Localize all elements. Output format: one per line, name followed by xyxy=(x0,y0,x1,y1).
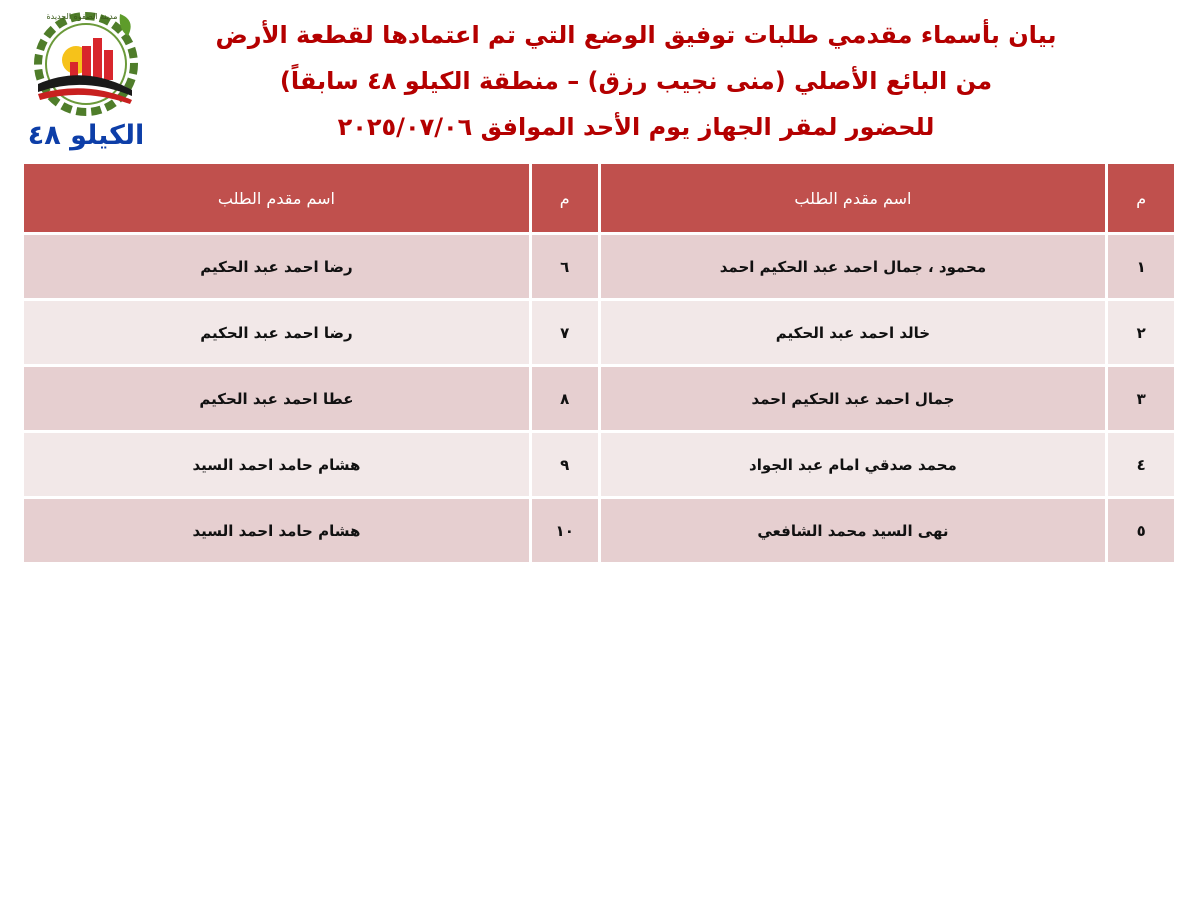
applicants-table xyxy=(21,161,1177,565)
title-line-1: بيان بأسماء مقدمي طلبات توفيق الوضع التي تم اعتمادها لقطعة الأرض xyxy=(215,21,1057,49)
table-row xyxy=(24,499,1174,562)
applicant-name: هشام حامد احمد السيد xyxy=(24,433,529,496)
header-name-1: اسم مقدم الطلب xyxy=(601,164,1106,232)
applicant-name: جمال احمد عبد الحكيم احمد xyxy=(601,367,1106,430)
city-logo xyxy=(24,6,148,152)
row-number: ٤ xyxy=(1108,433,1174,496)
row-number: ٦ xyxy=(532,235,598,298)
document-heading xyxy=(206,12,1066,150)
header-name-2: اسم مقدم الطلب xyxy=(24,164,529,232)
applicant-name: محمود ، جمال احمد عبد الحكيم احمد xyxy=(601,235,1106,298)
logo-text: الكيلو ٤٨ xyxy=(27,120,145,151)
title-line-3: للحضور لمقر الجهاز يوم الأحد الموافق ٢٠٢٥/٠٧/٠٦ xyxy=(337,113,935,141)
title-line-2: من البائع الأصلي (منى نجيب رزق) – منطقة الكيلو ٤٨ سابقاً) xyxy=(279,67,993,95)
header-num-2: م xyxy=(532,164,598,232)
header-num-1: م xyxy=(1108,164,1174,232)
table-row xyxy=(24,301,1174,364)
row-number: ٣ xyxy=(1108,367,1174,430)
row-number: ١ xyxy=(1108,235,1174,298)
table-header-row xyxy=(24,164,1174,232)
row-number: ١٠ xyxy=(532,499,598,562)
applicant-name: نهى السيد محمد الشافعي xyxy=(601,499,1106,562)
table-row xyxy=(24,235,1174,298)
applicant-name: رضا احمد عبد الحكيم xyxy=(24,301,529,364)
applicant-name: هشام حامد احمد السيد xyxy=(24,499,529,562)
applicant-name: خالد احمد عبد الحكيم xyxy=(601,301,1106,364)
table-row xyxy=(24,433,1174,496)
row-number: ٥ xyxy=(1108,499,1174,562)
row-number: ٩ xyxy=(532,433,598,496)
row-number: ٢ xyxy=(1108,301,1174,364)
city-logo-icon xyxy=(24,6,148,124)
row-number: ٧ xyxy=(532,301,598,364)
applicant-name: رضا احمد عبد الحكيم xyxy=(24,235,529,298)
applicant-name: عطا احمد عبد الحكيم xyxy=(24,367,529,430)
table-row xyxy=(24,367,1174,430)
applicant-name: محمد صدقي امام عبد الجواد xyxy=(601,433,1106,496)
row-number: ٨ xyxy=(532,367,598,430)
logo-arc-text: مدينة الصفوة الجديدة xyxy=(46,12,118,21)
